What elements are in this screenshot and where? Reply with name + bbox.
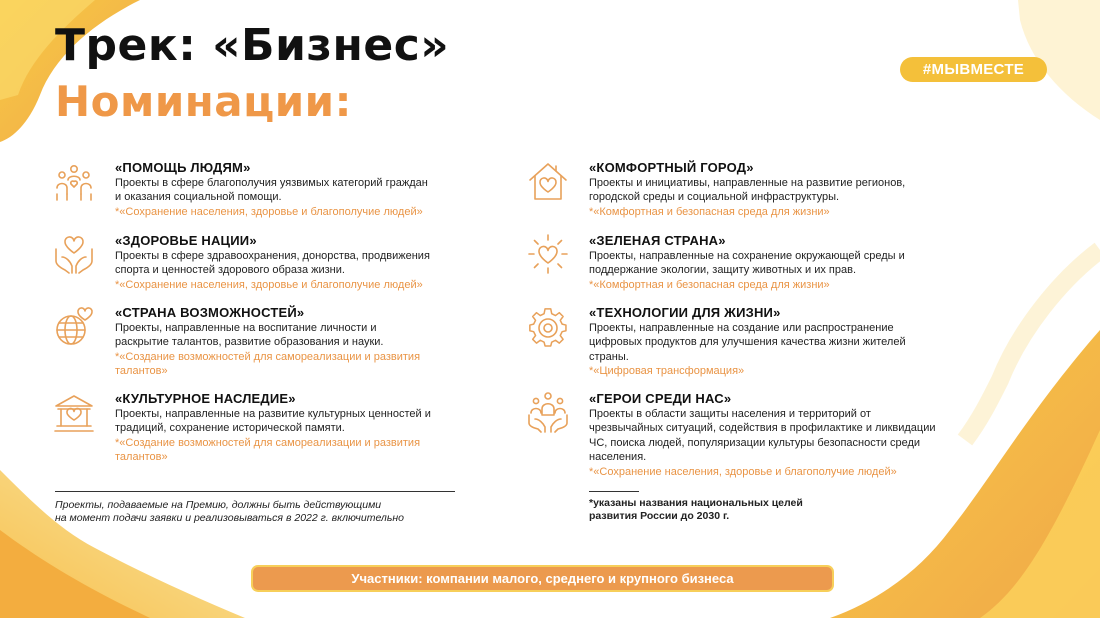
globe-heart-icon <box>53 306 95 348</box>
nomination-title: «ЗДОРОВЬЕ НАЦИИ» <box>115 233 257 248</box>
nomination-desc-line: традиций, сохранение исторической памяти. <box>115 422 345 435</box>
nomination-desc-line: Проекты в сфере здравоохранения, донорства, продвижения <box>115 250 430 262</box>
nomination-green-country <box>589 233 959 292</box>
nomination-desc-line: Проекты, направленные на сохранение окружающей среды и <box>589 250 905 262</box>
radiant-heart-icon <box>527 233 569 275</box>
nomination-desc-line: Проекты, направленные на создание или распространение <box>589 322 894 334</box>
nomination-country-opportunities <box>115 305 485 379</box>
nomination-nation-health <box>115 233 485 292</box>
heart-hands-icon <box>53 233 95 275</box>
nomination-goal: *«Создание возможностей для самореализации и развития <box>115 436 421 449</box>
right-note-line: *указаны названия национальных целей <box>589 497 803 509</box>
right-note-line: развития России до 2030 г. <box>589 510 730 522</box>
nomination-title: «КОМФОРТНЫЙ ГОРОД» <box>589 160 754 175</box>
right-note-divider <box>589 491 639 492</box>
nomination-goal: *«Создание возможностей для самореализации и развития <box>115 350 421 363</box>
nomination-title: «КУЛЬТУРНОЕ НАСЛЕДИЕ» <box>115 391 296 406</box>
nomination-desc-line: и оказания социальной помощи. <box>115 191 282 204</box>
nomination-desc-line: Проекты и инициативы, направленные на развитие регионов, <box>589 177 906 189</box>
nomination-desc-line: ЧС, поиска людей, популяризации культуры безопасности среди <box>589 436 921 449</box>
nomination-desc-line: раскрытие талантов, развитие образования и науки. <box>115 336 384 349</box>
left-note-line: на момент подачи заявки и реализовываться в 2022 г. включительно <box>55 512 404 524</box>
nomination-desc-line: Проекты, направленные на развитие культурных ценностей и <box>115 408 431 420</box>
nomination-desc-line: спорта и ценностей здорового образа жизни. <box>115 264 345 277</box>
page-subtitle: Номинации: <box>55 77 352 126</box>
hashtag-badge: #МЫВМЕСТЕ <box>900 57 1047 82</box>
nomination-title: «ЗЕЛЕНАЯ СТРАНА» <box>589 233 726 248</box>
nomination-cultural-heritage <box>115 391 485 465</box>
nomination-desc-line: Проекты, направленные на воспитание личности и <box>115 322 377 334</box>
nomination-goal: *«Цифровая трансформация» <box>589 365 745 378</box>
nomination-desc-line: Проекты в области защиты населения и территорий от <box>589 408 871 420</box>
left-note <box>55 499 475 525</box>
nomination-title: «ТЕХНОЛОГИИ ДЛЯ ЖИЗНИ» <box>589 305 781 320</box>
nomination-goal: талантов» <box>115 451 168 464</box>
right-note <box>589 497 889 523</box>
nomination-title: «ПОМОЩЬ ЛЮДЯМ» <box>115 160 251 175</box>
nomination-goal: *«Сохранение населения, здоровье и благополучие людей» <box>589 465 897 478</box>
nomination-title: «ГЕРОИ СРЕДИ НАС» <box>589 391 732 406</box>
nomination-goal: *«Сохранение населения, здоровье и благополучие людей» <box>115 205 423 218</box>
museum-heart-icon <box>53 393 95 435</box>
nomination-desc-line: цифровых продуктов для улучшения качества жизни жителей <box>589 336 906 349</box>
nomination-desc-line: Проекты в сфере благополучия уязвимых категорий граждан <box>115 177 428 189</box>
house-heart-icon <box>527 160 569 202</box>
nomination-goal: *«Сохранение населения, здоровье и благополучие людей» <box>115 278 423 291</box>
left-note-line: Проекты, подаваемые на Премию, должны быть действующими <box>55 499 382 511</box>
nomination-comfortable-city <box>589 160 959 219</box>
nomination-title: «СТРАНА ВОЗМОЖНОСТЕЙ» <box>115 305 305 320</box>
nomination-heroes-among-us <box>589 391 959 479</box>
nomination-goal: *«Комфортная и безопасная среда для жизни» <box>589 205 830 218</box>
nomination-desc-line: населения. <box>589 451 647 464</box>
nomination-goal: *«Комфортная и безопасная среда для жизни» <box>589 278 830 291</box>
left-note-divider <box>55 491 455 492</box>
nomination-help-people <box>115 160 485 219</box>
people-help-icon <box>53 160 95 202</box>
nomination-desc-line: поддержание экологии, защиту животных и их прав. <box>589 264 857 277</box>
nomination-goal: талантов» <box>115 365 168 378</box>
gear-icon <box>527 307 569 349</box>
nomination-desc-line: городской среды и социальной инфраструктуры. <box>589 191 840 204</box>
heroes-icon <box>527 391 569 433</box>
nomination-desc-line: чрезвычайных ситуаций, содействия в профилактике и ликвидации <box>589 422 936 435</box>
participants-banner: Участники: компании малого, среднего и крупного бизнеса <box>251 565 834 592</box>
page-title: Трек: «Бизнес» <box>55 20 450 71</box>
nomination-desc-line: страны. <box>589 350 629 363</box>
nomination-tech-for-life <box>589 305 959 379</box>
